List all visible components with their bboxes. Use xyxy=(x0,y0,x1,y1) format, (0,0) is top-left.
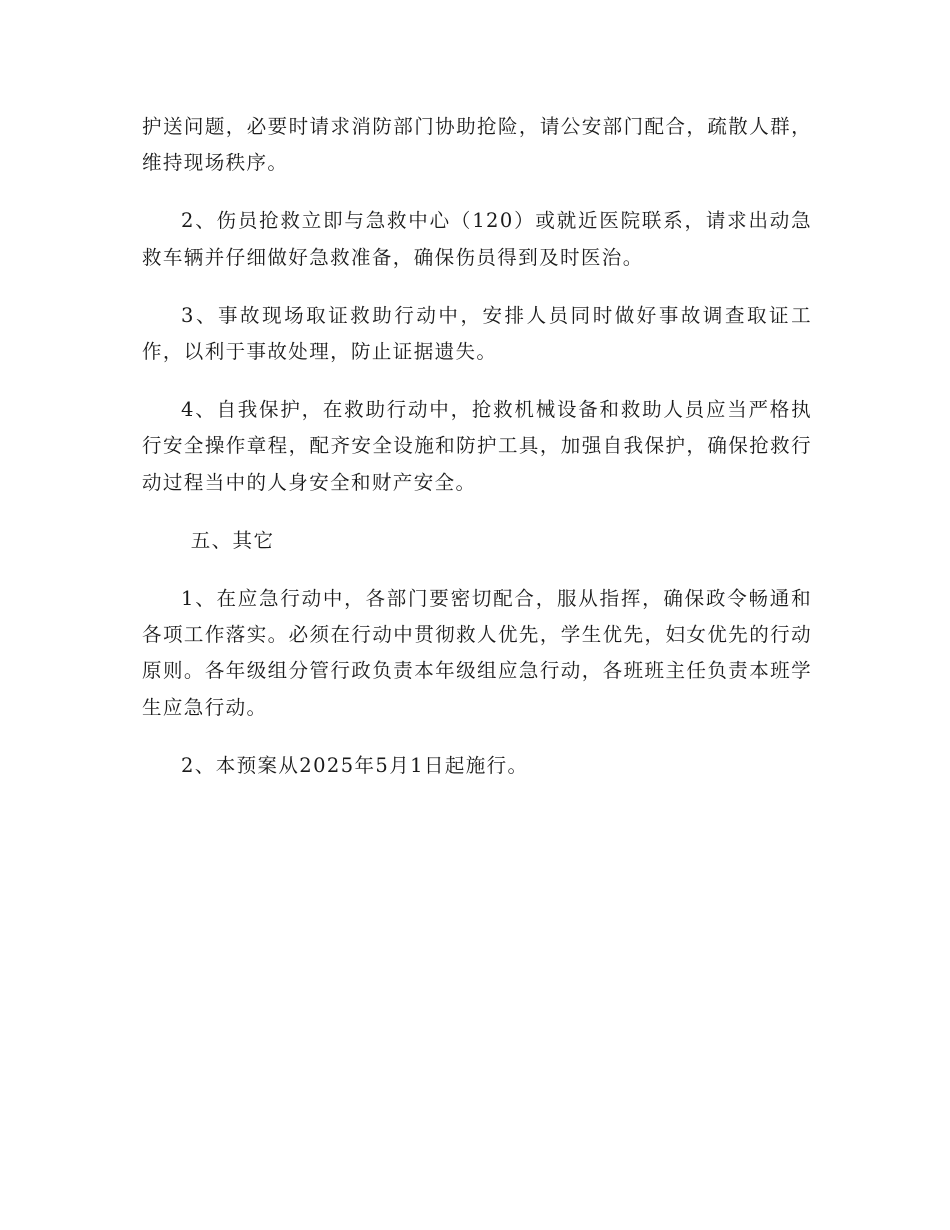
section-heading-other: 五、其它 xyxy=(190,528,275,552)
document-body xyxy=(142,109,812,806)
paragraph-evidence-collection: 3、事故现场取证救助行动中，安排人员同时做好事故调查取证工作，以利于事故处理，防止证据遗失。 xyxy=(142,303,812,364)
paragraph-self-protection: 4、自我保护，在救助行动中，抢救机械设备和救助人员应当严格执行安全操作章程，配齐安全设施和防护工具，加强自我保护，确保抢救行动过程当中的人身安全和财产安全。 xyxy=(142,398,812,494)
paragraph-coordination: 1、在应急行动中，各部门要密切配合，服从指挥，确保政令畅通和各项工作落实。必须在行动中贯彻救人优先，学生优先，妇女优先的行动原则。各年级组分管行政负责本年级组应急行动，各班班主任负责本班学生应急行动。 xyxy=(142,587,812,719)
paragraph-continuation: 护送问题，必要时请求消防部门协助抢险，请公安部门配合，疏散人群，维持现场秩序。 xyxy=(142,115,812,175)
paragraph-effective-date: 2、本预案从2025年5月1日起施行。 xyxy=(181,753,529,777)
paragraph-casualty-rescue: 2、伤员抢救立即与急救中心（120）或就近医院联系，请求出动急救车辆并仔细做好急救准备，确保伤员得到及时医治。 xyxy=(142,209,812,269)
